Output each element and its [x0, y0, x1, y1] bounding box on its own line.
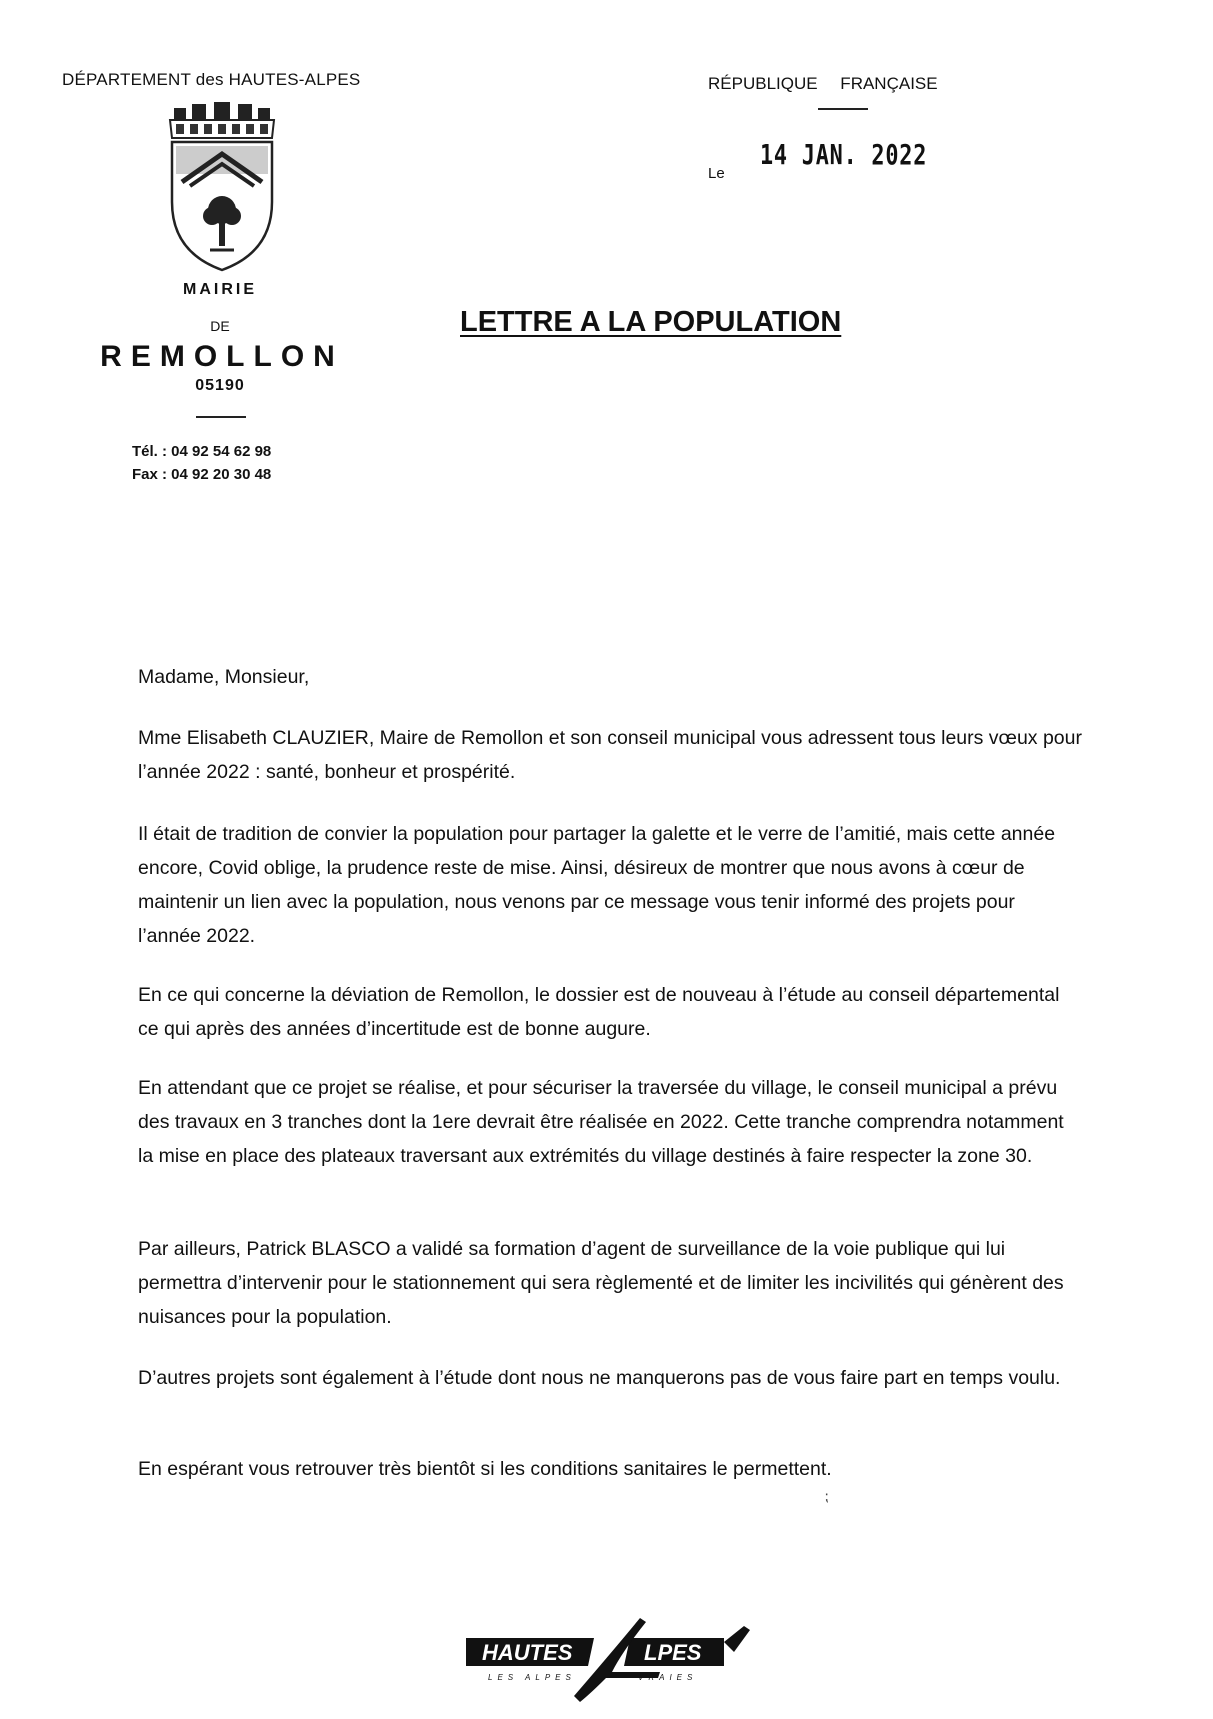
paragraph-deviation: En ce qui concerne la déviation de Remollon, le dossier est de nouveau à l’étude au conseil départemental ce qui après des années d’incertitude est de bonne augure.	[138, 984, 1060, 1040]
letter-title: LETTRE A LA POPULATION	[460, 306, 842, 338]
phone-number: Tél. : 04 92 54 62 98	[132, 443, 272, 460]
salutation: Madame, Monsieur,	[138, 666, 310, 688]
republic-header: RÉPUBLIQUE FRANÇAISE	[708, 74, 938, 93]
paragraph-wishes: Mme Elisabeth CLAUZIER, Maire de Remollon et son conseil municipal vous adressent tous leurs vœux pour l’année 2022 : santé, bonheur et prospérité.	[138, 727, 1082, 783]
paragraph-closing: En espérant vous retrouver très bientôt si les conditions sanitaires le permettent.	[138, 1458, 832, 1480]
logo-tagline-right: VRAIES	[638, 1673, 698, 1682]
date-prefix: Le	[708, 165, 725, 182]
hautes-alpes-logo	[462, 1612, 762, 1702]
mairie-divider	[196, 416, 246, 418]
town-name: REMOLLON	[100, 340, 344, 373]
paragraph-agent: Par ailleurs, Patrick BLASCO a validé sa formation d’agent de surveillance de la voie publique qui lui permettra d’intervenir pour le stationnement qui sera règlementé et de limiter les incivilités qui génèrent des nuisances pour la population.	[138, 1238, 1064, 1328]
logo-tagline-left: LES ALPES	[488, 1673, 576, 1682]
republic-divider	[818, 108, 868, 110]
date-stamp: 14 JAN. 2022	[760, 138, 928, 171]
paragraph-works: En attendant que ce projet se réalise, et pour sécuriser la traversée du village, le conseil municipal a prévu des travaux en 3 tranches dont la 1ere devrait être réalisée en 2022. Cette tranche comprendra notamment la mise en place des plateaux traversant aux extrémités du village destinés à faire respecter la zone 30.	[138, 1077, 1064, 1167]
paragraph-tradition: Il était de tradition de convier la population pour partager la galette et le verre de l’amitié, mais cette année encore, Covid oblige, la prudence reste de mise. Ainsi, désireux de montrer que nous avons à cœur de maintenir un lien avec la population, nous venons par ce message vous tenir informé des projets pour l’année 2022.	[138, 823, 1056, 947]
paragraph-other-projects: D’autres projets sont également à l’étude dont nous ne manquerons pas de vous faire part en temps voulu.	[138, 1367, 1061, 1389]
mairie-label: MAIRIE	[183, 281, 257, 298]
postal-code: 05190	[195, 377, 245, 394]
stray-mark: ⁏	[824, 1488, 829, 1504]
logo-text-left: HAUTES	[482, 1640, 573, 1665]
logo-text-right: LPES	[644, 1640, 702, 1665]
fax-number: Fax : 04 92 20 30 48	[132, 466, 272, 483]
coat-of-arms-icon	[162, 102, 282, 272]
mairie-de: DE	[210, 318, 230, 334]
department-header: DÉPARTEMENT des HAUTES-ALPES	[62, 70, 361, 89]
